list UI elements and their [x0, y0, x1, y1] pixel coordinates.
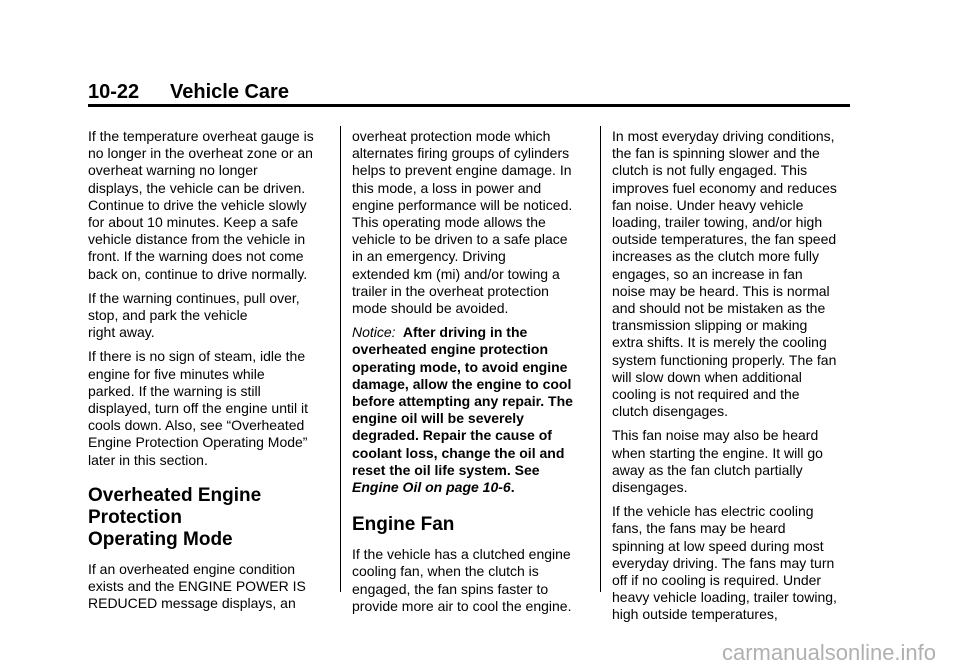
text-line: extra shifts. It is merely the cooling: [612, 334, 827, 351]
text-line: provide more air to cool the engine.: [352, 597, 572, 614]
text-line: this mode, a loss in power and: [352, 179, 542, 196]
text-line: engine for five minutes while: [88, 365, 265, 382]
paragraph: [88, 290, 332, 342]
text-line: displayed, turn off the engine until it: [88, 400, 309, 417]
heading-line: Protection: [88, 506, 182, 528]
notice-line: engine oil will be severely: [352, 410, 524, 427]
text-line: If the warning continues, pull over,: [88, 289, 300, 306]
column-divider: [340, 126, 341, 592]
text-line: the fan is spinning slower and the: [612, 145, 820, 162]
notice-line: [352, 324, 592, 341]
notice-line: reset the oil life system. See: [352, 461, 540, 478]
text-line: stop, and park the vehicle: [88, 307, 248, 324]
heading-line: Overheated Engine: [88, 484, 262, 506]
text-line: outside temperatures, the fan speed: [612, 231, 837, 248]
text-line: engine performance will be noticed.: [352, 196, 573, 213]
text-line: loading, trailer towing, and/or high: [612, 214, 823, 231]
notice-line: operating mode, to avoid engine: [352, 358, 568, 375]
column-divider: [600, 126, 601, 592]
text-line: and should not be mistaken as the: [612, 300, 826, 317]
paragraph: [88, 561, 332, 613]
text-line: cools down. Also, see “Overheated: [88, 417, 305, 434]
text-line: in an emergency. Driving: [352, 248, 506, 265]
text-line: overheat warning no longer: [88, 162, 258, 179]
section-heading: [352, 514, 592, 536]
text-line: for about 10 minutes. Keep a safe: [88, 214, 299, 231]
heading-line: Operating Mode: [88, 528, 233, 550]
text-line: heavy vehicle loading, trailer towing,: [612, 589, 837, 606]
paragraph: [612, 503, 856, 623]
notice-line: degraded. Repair the cause of: [352, 427, 552, 444]
text-line: overheat protection mode which: [352, 128, 551, 144]
paragraph: [612, 427, 856, 496]
text-line: system functioning properly. The fan: [612, 351, 837, 368]
text-line: cooling fan, when the clutch is: [352, 563, 539, 580]
cross-reference-link[interactable]: Engine Oil on page 10-6: [352, 479, 511, 496]
text-line: improves fuel economy and reduces: [612, 179, 837, 196]
notice-label: Notice:: [352, 324, 396, 341]
paragraph: [88, 348, 332, 468]
notice-block: [352, 324, 592, 496]
text-line: right away.: [88, 324, 155, 341]
text-line: If there is no sign of steam, idle the: [88, 348, 306, 365]
text-line: If an overheated engine condition: [88, 560, 296, 577]
text-line: This fan noise may also be heard: [612, 427, 819, 444]
text-line: vehicle distance from the vehicle in: [88, 231, 306, 248]
text-line: front. If the warning does not come: [88, 248, 304, 265]
text-line: no longer in the overheat zone or an: [88, 145, 313, 162]
column-3: [612, 128, 856, 631]
text-line: exists and the ENGINE POWER IS: [88, 578, 306, 595]
text-line: extended km (mi) and/or towing a: [352, 265, 560, 282]
text-line: engages, so an increase in fan: [612, 265, 803, 282]
text-line: back on, continue to drive normally.: [88, 265, 308, 282]
heading-line: Engine Fan: [352, 514, 455, 536]
text-line: disengages.: [612, 479, 688, 496]
text-line: off if no cooling is required. Under: [612, 572, 822, 589]
watermark: carmanualsonline.info: [722, 640, 937, 665]
notice-line: damage, allow the engine to cool: [352, 375, 572, 392]
text-line: clutch disengages.: [612, 403, 728, 420]
text-line: later in this section.: [88, 451, 208, 468]
text-line: fan noise. Under heavy vehicle: [612, 196, 804, 213]
paragraph: [352, 128, 592, 317]
text-line: displays, the vehicle can be driven.: [88, 179, 306, 196]
text-line: away as the fan clutch partially: [612, 461, 803, 478]
text-line: will slow down when additional: [612, 368, 802, 385]
text-line: engaged, the fan spins faster to: [352, 580, 549, 597]
notice-line: coolant loss, change the oil and: [352, 444, 565, 461]
text-line: spinning at low speed during most: [612, 537, 824, 554]
section-heading: [88, 485, 332, 551]
column-1: [88, 128, 332, 619]
text-line: clutch is not fully engaged. This: [612, 162, 808, 179]
text-line: Continue to drive the vehicle slowly: [88, 196, 307, 213]
text-line: mode should be avoided.: [352, 300, 509, 317]
page-header: [88, 80, 850, 107]
notice-text: After driving in the: [402, 324, 528, 341]
text-line: high outside temperatures,: [612, 606, 778, 623]
notice-line: before attempting any repair. The: [352, 393, 573, 410]
text-line: vehicle to be driven to a safe place: [352, 231, 568, 248]
paragraph: [352, 546, 592, 615]
paragraph: [88, 128, 332, 283]
section-title: Vehicle Care: [170, 81, 289, 103]
text-line: This operating mode allows the: [352, 214, 546, 231]
text-line: If the vehicle has a clutched engine: [352, 546, 571, 563]
text-line: increases as the clutch more fully: [612, 248, 819, 265]
paragraph: [612, 128, 856, 420]
page-number: 10-22: [88, 81, 140, 103]
notice-end: .: [510, 479, 515, 496]
text-line: noise may be heard. This is normal: [612, 282, 830, 299]
text-line: In most everyday driving conditions,: [612, 128, 835, 144]
text-line: REDUCED message displays, an: [88, 595, 296, 612]
column-2: [352, 128, 592, 622]
text-line: when starting the engine. It will go: [612, 444, 823, 461]
text-line: parked. If the warning is still: [88, 382, 261, 399]
text-line: trailer in the overheat protection: [352, 282, 549, 299]
text-line: If the temperature overheat gauge is: [88, 128, 314, 144]
text-line: alternates firing groups of cylinders: [352, 145, 570, 162]
text-line: Engine Protection Operating Mode”: [88, 434, 308, 451]
text-line: cooling is not required and the: [612, 386, 800, 403]
text-line: helps to prevent engine damage. In: [352, 162, 572, 179]
text-line: everyday driving. The fans may turn: [612, 554, 835, 571]
notice-line: overheated engine protection: [352, 341, 549, 358]
text-line: If the vehicle has electric cooling: [612, 503, 814, 520]
notice-line: [352, 479, 592, 496]
text-line: fans, the fans may be heard: [612, 520, 786, 537]
text-line: transmission slipping or making: [612, 317, 808, 334]
